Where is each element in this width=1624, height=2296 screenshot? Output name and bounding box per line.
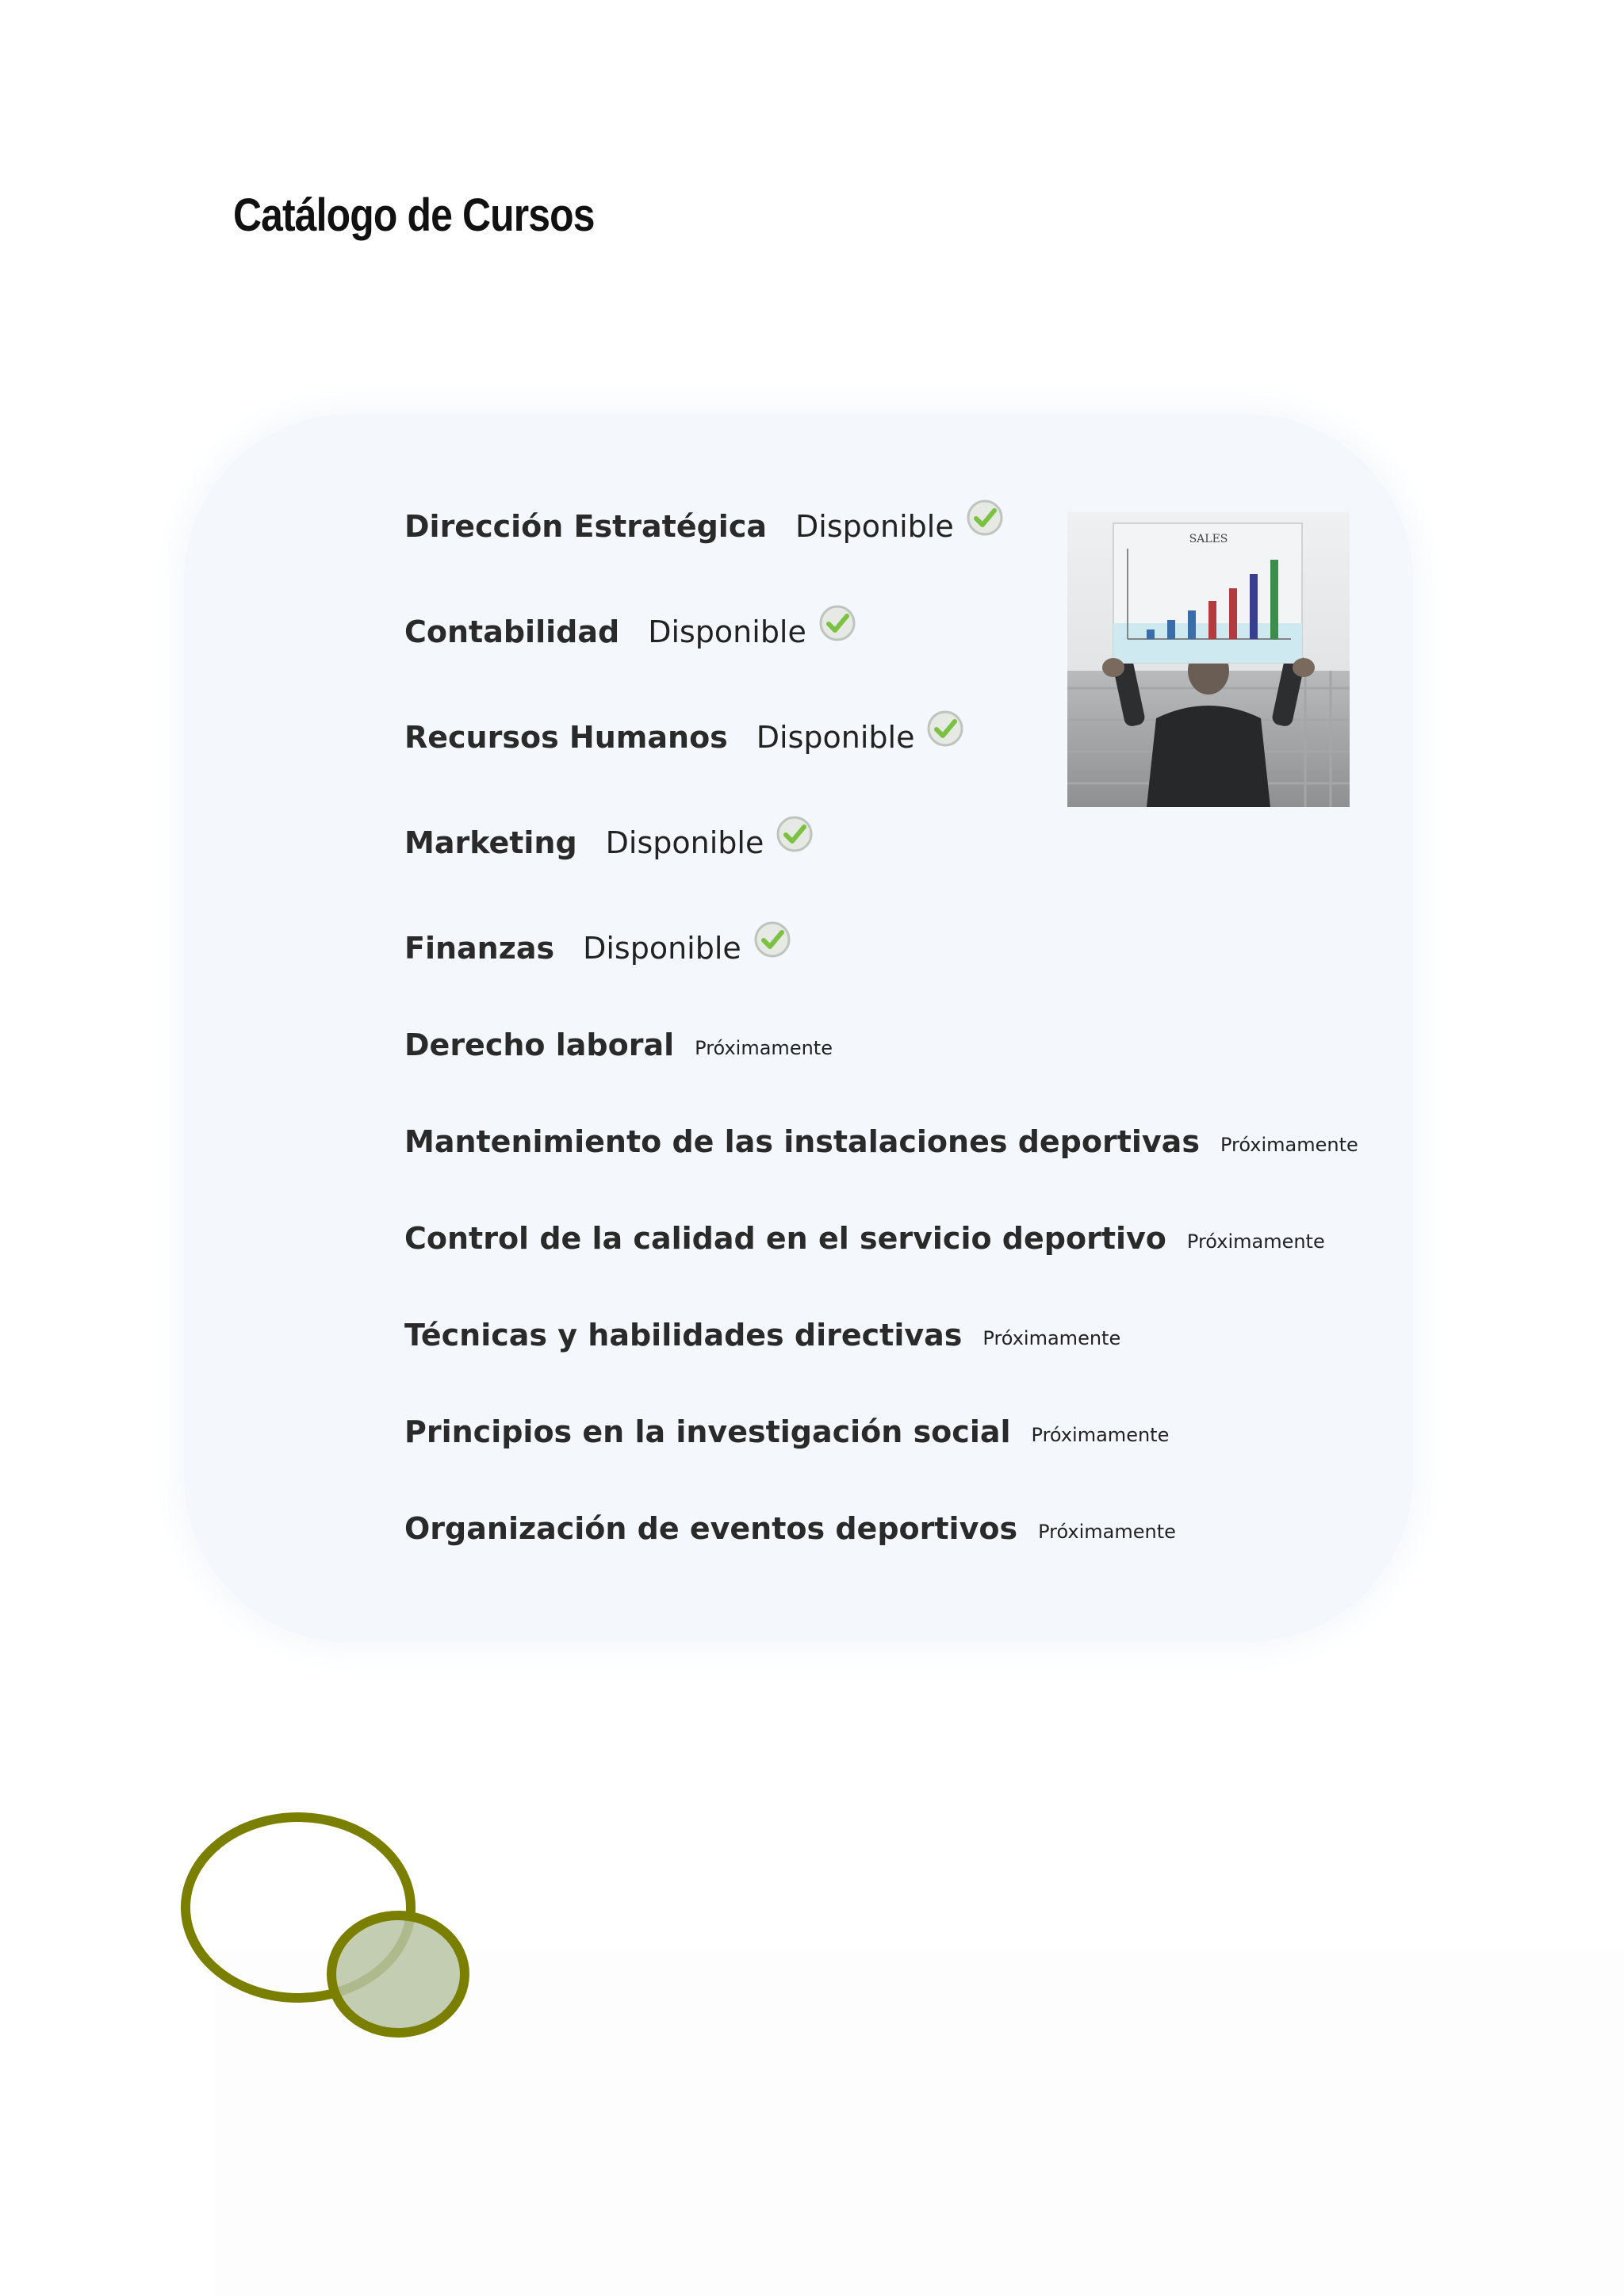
status-label: Próximamente <box>695 1037 833 1059</box>
course-title: Control de la calidad en el servicio deportivo <box>404 1221 1166 1256</box>
course-title: Mantenimiento de las instalaciones deportivas <box>404 1124 1200 1159</box>
check-icon <box>965 498 1005 538</box>
status-label: Próximamente <box>1220 1134 1358 1156</box>
check-icon <box>818 603 857 643</box>
sales-board-label: SALES <box>1189 533 1228 545</box>
status-label: Próximamente <box>1038 1521 1176 1543</box>
sales-chart-photo <box>1067 512 1350 807</box>
status-label: Disponible <box>605 825 764 860</box>
course-title: Organización de eventos deportivos <box>404 1511 1018 1546</box>
status-label: Próximamente <box>1186 1230 1325 1253</box>
page-title: Catálogo de Cursos <box>233 189 595 241</box>
status-label: Disponible <box>756 720 915 755</box>
course-title: Dirección Estratégica <box>404 509 768 544</box>
course-title: Contabilidad <box>404 614 620 649</box>
course-title: Marketing <box>404 825 577 860</box>
course-title: Técnicas y habilidades directivas <box>404 1318 963 1353</box>
course-title: Principios en la investigación social <box>404 1414 1011 1449</box>
check-icon <box>925 709 965 748</box>
course-title: Finanzas <box>404 931 555 966</box>
overlapping-circles-logo <box>181 1811 471 2038</box>
status-label: Próximamente <box>982 1327 1121 1349</box>
status-label: Disponible <box>583 931 741 966</box>
status-label: Próximamente <box>1031 1424 1170 1446</box>
course-title: Recursos Humanos <box>404 720 728 755</box>
status-label: Disponible <box>795 509 954 544</box>
course-title: Derecho laboral <box>404 1027 675 1062</box>
check-icon <box>775 814 814 854</box>
check-icon <box>753 920 792 959</box>
status-label: Disponible <box>648 614 806 649</box>
